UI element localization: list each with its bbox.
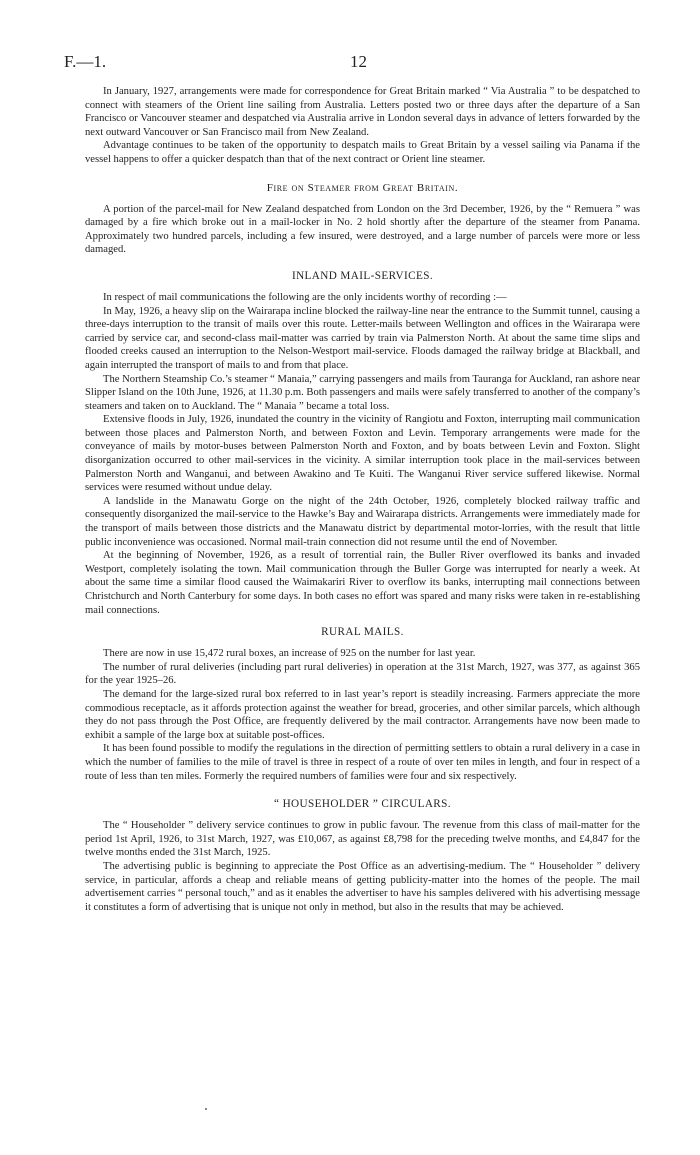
- intro-section: [85, 85, 640, 167]
- paragraph: There are now in use 15,472 rural boxes, an increase of 925 on the number for last year.: [103, 648, 476, 660]
- householder-section: [85, 797, 640, 914]
- section-heading-rural: RURAL MAILS.: [321, 626, 404, 639]
- inland-section: [85, 269, 640, 617]
- paragraph: It has been found possible to modify the regulations in the direction of permitting settlers to obtain a rural delivery in a case in which the number of families to the mile of travel is three in respect of a route of over ten miles in length, and four in respect of a route of less than ten miles. Formerly the required numbers of families were four and six respectively.: [85, 743, 640, 782]
- section-heading-fire: Fire on Steamer from Great Britain.: [266, 181, 459, 194]
- paragraph: The advertising public is beginning to appreciate the Post Office as an advertising-medium. The “ Householder ” delivery service, in particular, affords a cheap and reliable means of getting publicity-matter into the homes of the people. The mail advertisement carries “ personal touch,” and as it enables the advertiser to have his samples delivered with his advertising message it constitutes a form of advertising that is unique not only in method, but also in the results that may be achieved.: [85, 860, 640, 913]
- paragraph: At the beginning of November, 1926, as a result of torrential rain, the Buller River overflowed its banks and invaded Westport, completely isolating the town. Mail communication through the Buller Gorge was interrupted for nearly a week. At about the same time a similar flood caused the Waimakariri River to overflow its banks, interrupting mail connections between Christchurch and North Canterbury for some days. In both cases no effort was spared and many risks were taken in re-establishing mail connections.: [85, 550, 640, 616]
- paragraph: In respect of mail communications the following are the only incidents worthy of recording :—: [103, 291, 507, 303]
- section-heading-householder: “ HOUSEHOLDER ” CIRCULARS.: [274, 798, 451, 811]
- paragraph: In May, 1926, a heavy slip on the Wairarapa incline blocked the railway-line near the entrance to the Summit tunnel, causing a three-days interruption to the transit of mails over this route. Letter-mails between Wellington and offices in the Wairarapa were carried by service car, and second-class mail-matter was carried by train via Palmerston North. At about the same time slips and flooded creeks caused an interruption to the Nelson-Westport mail-service. Floods damaged the railway bridge at Blackball, and again interrupted the transport of mails to and from that place.: [85, 305, 640, 371]
- document-body: [85, 85, 640, 914]
- paragraph: The “ Householder ” delivery service continues to grow in public favour. The revenue from this class of mail-matter for the period 1st April, 1926, to 31st March, 1927, was £10,067, as against £8,798 for the preceding twelve months, and £4,847 for the twelve months ended the 31st March, 1925.: [85, 820, 640, 859]
- paragraph: In January, 1927, arrangements were made for correspondence for Great Britain marked “ Via Australia ” to be despatched to connect with steamers of the Orient line sailing from Australia. Letters posted two or three days after the departure of a San Francisco or Vancouver steamer and despatched via Australia arrive in London several days in advance of letters forwarded by the next outward Vancouver or San Francisco mail from New Zealand.: [85, 86, 640, 138]
- paragraph: Extensive floods in July, 1926, inundated the country in the vicinity of Rangiotu and Foxton, interrupting mail communication between those places and Palmerston North, and between Foxton and Levin. Temporary arrangements were made for the conveyance of mails by motor-buses between Palmerston North and Foxton, and by boats between Levin and Foxton. Slight disorganization occurred to other mail-services in the vicinity. A similar interruption took place in the mail-services between Palmerston North and Wanganui, and between Awakino and Te Kuiti. The Wanganui River service suffered likewise. Normal services were resumed without undue delay.: [85, 414, 640, 494]
- paragraph: Advantage continues to be taken of the opportunity to despatch mails to Great Britain by a vessel sailing via Panama if the vessel happens to offer a quicker despatch than that of the next contract or Orient line steamer.: [85, 140, 640, 165]
- paragraph: The demand for the large-sized rural box referred to in last year’s report is steadily increasing. Farmers appreciate the more commodious receptacle, as it affords protection against the weather for bread, groceries, and other similar parcels, which although they do not pass through the Post Office, are frequently delivered by the mail contractor. Arrangements have now been made to exhibit a sample of the large box at suitable post-offices.: [85, 688, 640, 741]
- scan-speck: [205, 1108, 207, 1110]
- document-reference: F.—1.: [64, 52, 107, 71]
- paragraph: The Northern Steamship Co.’s steamer “ Manaia,” carrying passengers and mails from Tauranga for Auckland, ran ashore near Slipper Island on the 10th June, 1926, at 11.30 p.m. Both passengers and mails were safely transferred to another of the company’s steamers and taken on to Auckland. The “ Manaia ” became a total loss.: [85, 373, 640, 412]
- paragraph: The number of rural deliveries (including part rural deliveries) in operation at the 31st March, 1927, was 377, as against 365 for the year 1925–26.: [85, 661, 640, 687]
- section-heading-inland: INLAND MAIL-SERVICES.: [291, 269, 434, 282]
- page-number: 12: [350, 52, 367, 71]
- fire-section: [85, 181, 640, 257]
- paragraph: A landslide in the Manawatu Gorge on the night of the 24th October, 1926, completely blocked railway traffic and consequently disorganized the mail-service to the Hawke’s Bay and Wairarapa districts. Arrangements were immediately made for the transport of mails between those districts and the Manawatu district by departmental motor-lorries, with the result that little public inconvenience was occasioned. Normal mail-train connection did not resume until the end of November.: [85, 495, 640, 548]
- page-header: [64, 52, 644, 74]
- paragraph: A portion of the parcel-mail for New Zealand despatched from London on the 3rd December, 1926, by the “ Remuera ” was damaged by a fire which broke out in a mail-locker in No. 2 hold shortly after the departure of the steamer from Panama. Approximately two hundred parcels, including a few insured, were destroyed, and a large number of parcels were more or less damaged.: [85, 203, 640, 256]
- rural-section: [85, 625, 640, 783]
